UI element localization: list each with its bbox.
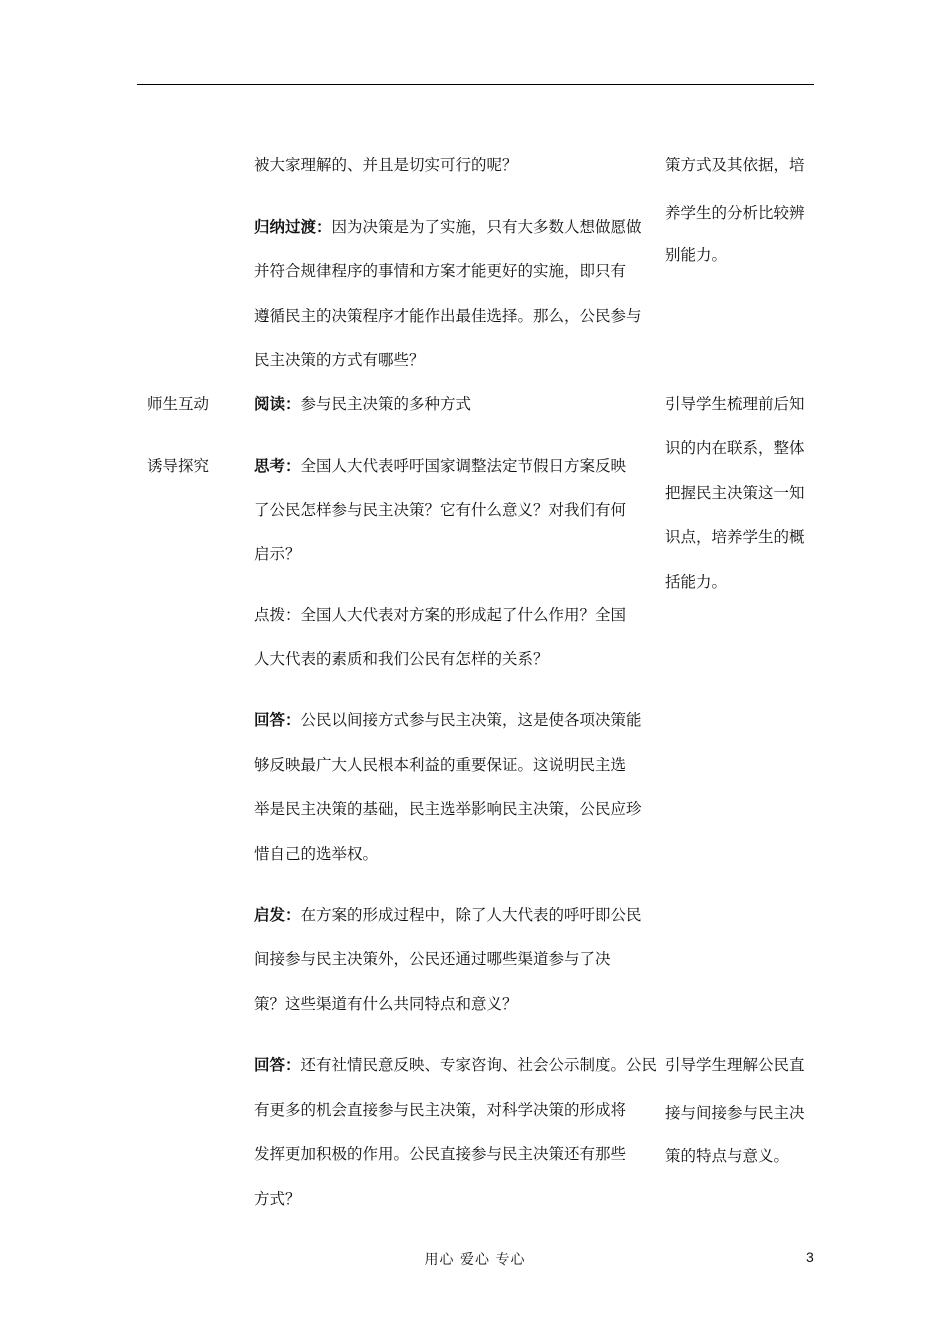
paragraph-line: 遵循民主的决策程序才能作出最佳选择。那么，公民参与 bbox=[254, 307, 642, 325]
paragraph-line bbox=[254, 394, 471, 414]
paragraph-line: 举是民主决策的基础，民主选举影响民主决策，公民应珍 bbox=[254, 800, 642, 818]
note-line: 引导学生梳理前后知 bbox=[665, 395, 805, 413]
label-sikao: 思考： bbox=[254, 457, 301, 475]
paragraph-line: 点拨：全国人大代表对方案的形成起了什么作用？全国 bbox=[254, 606, 627, 624]
note-line: 引导学生理解公民直 bbox=[665, 1056, 805, 1074]
note-line: 识的内在联系，整体 bbox=[665, 439, 805, 457]
footer-motto: 用心 爱心 专心 bbox=[424, 1252, 526, 1268]
paragraph-line bbox=[254, 1055, 657, 1075]
paragraph-line: 并符合规律程序的事情和方案才能更好的实施，即只有 bbox=[254, 262, 627, 280]
note-line: 识点，培养学生的概 bbox=[665, 528, 805, 546]
section-label-inquiry: 诱导探究 bbox=[147, 457, 210, 475]
paragraph-line: 了公民怎样参与民主决策？它有什么意义？对我们有何 bbox=[254, 501, 627, 519]
note-line: 接与间接参与民主决 bbox=[665, 1104, 805, 1122]
text: 全国人大代表呼吁国家调整法定节假日方案反映 bbox=[300, 457, 627, 475]
text: 公民以间接方式参与民主决策，这是使各项决策能 bbox=[300, 711, 642, 729]
paragraph-line: 方式？ bbox=[254, 1190, 301, 1208]
note-line: 别能力。 bbox=[665, 246, 728, 264]
section-label-interaction: 师生互动 bbox=[147, 395, 210, 413]
text: 参与民主决策的多种方式 bbox=[300, 395, 472, 413]
label-guina: 归纳过渡： bbox=[254, 218, 332, 236]
text: 因为决策是为了实施，只有大多数人想做愿做 bbox=[331, 218, 642, 236]
paragraph-line: 策？这些渠道有什么共同特点和意义？ bbox=[254, 995, 518, 1013]
note-line: 括能力。 bbox=[665, 573, 728, 591]
note-line: 策方式及其依据，培 bbox=[665, 156, 805, 174]
page-number: 3 bbox=[806, 1249, 814, 1265]
paragraph-line: 人大代表的素质和我们公民有怎样的关系？ bbox=[254, 650, 549, 668]
paragraph-line: 惜自己的选举权。 bbox=[254, 845, 379, 863]
paragraph-line: 够反映最广大人民根本利益的重要保证。这说明民主选 bbox=[254, 756, 627, 774]
paragraph-line bbox=[254, 710, 642, 730]
header-rule bbox=[137, 84, 814, 85]
paragraph-line: 间接参与民主决策外，公民还通过哪些渠道参与了决 bbox=[254, 950, 611, 968]
paragraph-line: 有更多的机会直接参与民主决策，对科学决策的形成将 bbox=[254, 1101, 627, 1119]
text: 还有社情民意反映、专家咨询、社会公示制度。公民 bbox=[300, 1056, 658, 1074]
paragraph-line bbox=[254, 217, 642, 237]
paragraph-line: 被大家理解的、并且是切实可行的呢？ bbox=[254, 156, 518, 174]
label-yuedu: 阅读： bbox=[254, 395, 301, 413]
paragraph-line bbox=[254, 905, 642, 925]
label-huida: 回答： bbox=[254, 711, 301, 729]
note-line: 把握民主决策这一知 bbox=[665, 484, 805, 502]
label-huida: 回答： bbox=[254, 1056, 301, 1074]
label-qifa: 启发： bbox=[254, 906, 301, 924]
text: 在方案的形成过程中，除了人大代表的呼吁即公民 bbox=[300, 906, 642, 924]
paragraph-line: 启示？ bbox=[254, 545, 301, 563]
note-line: 策的特点与意义。 bbox=[665, 1147, 790, 1165]
note-line: 养学生的分析比较辨 bbox=[665, 204, 805, 222]
paragraph-line bbox=[254, 456, 626, 476]
paragraph-line: 民主决策的方式有哪些？ bbox=[254, 351, 425, 369]
paragraph-line: 发挥更加积极的作用。公民直接参与民主决策还有那些 bbox=[254, 1145, 627, 1163]
